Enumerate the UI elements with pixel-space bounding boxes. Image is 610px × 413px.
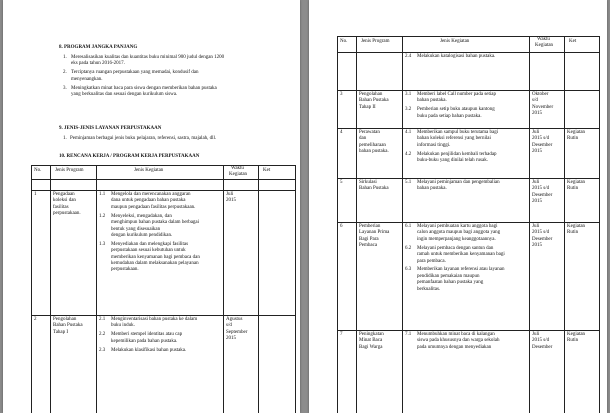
activity-text: Melakukan klasifikasi bahan pustaka. <box>111 347 187 353</box>
activity-text: pemanfaatan bahan pustaka yang <box>417 280 484 286</box>
table-row-border <box>337 90 599 91</box>
program-name: Pengolahan <box>53 317 77 322</box>
activity-note: Kegiatan Rutin <box>567 332 586 344</box>
column-header-waktu: Waktu <box>231 165 244 171</box>
activity-time: 2015 <box>226 198 236 204</box>
column-header-no: No. <box>34 168 42 173</box>
program-name: Pembaca <box>359 243 378 249</box>
list-item-text: Terciptanya ruangan perpustakaan yang memadai, kondusif dan <box>71 70 199 76</box>
table-column-border <box>258 165 259 413</box>
activity-text: Memberikan sampul buku terutama bagi <box>417 130 499 135</box>
activity-text: para pembaca. <box>417 258 446 264</box>
activity-text: Memberi stempel identitas atau cap <box>111 332 183 338</box>
table-border <box>337 36 599 37</box>
activity-text: bahan koleksi referensi yang bernilai <box>417 136 491 142</box>
table-row-border <box>337 128 599 129</box>
activity-text: dengan kurikulum pendidikan. <box>111 232 173 238</box>
activity-time: Juli <box>532 332 540 337</box>
program-name: perpustakaan. <box>53 211 81 217</box>
activity-text: informasi tinggi. <box>417 142 451 148</box>
activity-text: berkualitas. <box>417 286 441 292</box>
activity-text: perpustakaan. <box>111 267 139 273</box>
table-border <box>31 179 295 180</box>
activity-time: 2015 <box>532 199 542 205</box>
activity-time: Desember <box>532 142 553 148</box>
activity-text: memberikan kenyamanan bagi pembaca dan <box>111 254 200 260</box>
activity-text: ramah untuk memberikan kenyamanan bagi <box>417 252 505 258</box>
activity-time: Agustus <box>226 317 243 322</box>
activity-text: ingin memperpanjang keanggotaannya. <box>417 236 496 242</box>
row-number: 2 <box>34 317 37 322</box>
table-row-border <box>337 330 599 331</box>
column-header-ket: Ket <box>569 39 577 44</box>
table-column-border <box>402 36 403 413</box>
activity-text: perpustakaan sesuai kebutuhan untuk <box>111 248 186 254</box>
activity-number: 2.4 <box>405 54 412 59</box>
table-column-border <box>529 36 530 413</box>
activity-text: siswa pada khususnya dan warga sekolah <box>417 338 500 344</box>
activity-time: September <box>226 329 248 335</box>
activity-time: Desember <box>532 236 553 242</box>
activity-time: 2015 s/d <box>532 230 550 236</box>
activity-note: Kegiatan Rutin <box>567 130 586 142</box>
table-column-border <box>295 165 296 413</box>
table-column-border <box>31 165 32 413</box>
activity-number: 2.2 <box>99 332 106 338</box>
activity-time: Juli <box>532 130 540 135</box>
activity-time: 2015 <box>532 149 542 155</box>
activity-time: Juli <box>532 180 540 185</box>
program-name: Minat Baca <box>359 338 383 344</box>
activity-text: Melayani peminjaman dan pengembalian <box>417 180 500 185</box>
list-item-text: Meningkatkan minat baca para siswa dengan memberikan bahan pustaka <box>71 85 217 91</box>
program-name: bahan pustaka. <box>359 149 389 155</box>
table-border <box>31 165 295 166</box>
program-name: Bahan Pustaka <box>53 323 83 329</box>
activity-time: November <box>532 104 554 110</box>
table-row-border <box>31 315 295 316</box>
activity-time: s/d <box>532 98 538 104</box>
activity-number: 2.1 <box>99 317 106 322</box>
table-column-border <box>564 36 565 413</box>
list-item-text: Peminjaman berbagai jenis buku pelajaran, referensi, sastra, majalah, dll. <box>70 136 217 141</box>
document-page-left <box>3 0 300 413</box>
column-header-no: No. <box>340 39 348 44</box>
section-heading: 8. PROGRAM JANGKA PANJANG <box>59 45 138 50</box>
column-header-program: Jenis Program <box>55 168 84 173</box>
activity-number: 3.1 <box>405 92 412 97</box>
program-name: Peningkatan <box>359 332 384 337</box>
activity-time: 2015 <box>532 243 542 249</box>
activity-text: buku pada setiap bahan pustaka. <box>417 113 482 119</box>
activity-number: 6.1 <box>405 224 412 229</box>
program-name: Pengolahan <box>359 92 383 97</box>
table-column-border <box>50 165 51 413</box>
activity-time: 2015 <box>532 111 542 117</box>
program-name: Bagi Para <box>359 236 379 242</box>
section-heading: 9. JENIS-JENIS LAYANAN PERPUSTAKAAN <box>59 126 162 131</box>
activity-text: Melayani pembaca dengan santun dan <box>417 245 494 251</box>
table-row-border <box>337 222 599 223</box>
activity-note: Kegiatan Rutin <box>567 180 586 192</box>
activity-time: Desember <box>532 344 553 350</box>
program-name: dan <box>359 136 367 142</box>
section-heading: 10. RENCANA KERJA / PROGRAM KERJA PERPUSTAKAAN <box>59 154 200 159</box>
activity-text: Memberi label Call number pada setiap <box>417 92 497 97</box>
column-header-waktu: Kegiatan <box>229 172 248 177</box>
program-name: Pemberian <box>359 224 381 229</box>
activity-note: Kegiatan Rutin <box>567 224 586 236</box>
activity-text: Melayani pembuatan kartu anggota bagi <box>417 224 498 229</box>
activity-text: Menumbuhkan minat baca di kalangan <box>417 332 495 337</box>
activity-time: 2015 s/d <box>532 338 550 344</box>
program-name: koleksi dan <box>53 198 76 204</box>
table-border <box>337 52 599 53</box>
program-name: Pengadaan <box>53 192 75 197</box>
row-number: 5 <box>340 180 343 185</box>
activity-number: 7.1 <box>405 332 412 337</box>
column-header-ket: Ket <box>263 168 271 173</box>
activity-text: Pemberian setip buku ataupun kantong <box>417 107 495 113</box>
activity-time: Juli <box>226 192 234 197</box>
list-number: 3. <box>63 85 67 91</box>
activity-text: calon anggota maupun bagi anggota yang <box>417 230 501 236</box>
activity-time: 2015 s/d <box>532 136 550 142</box>
list-item-text: Meresalisasikan kualitas dan kuantitas buku minimal 900 judul dengan 1200 <box>71 55 225 60</box>
activity-number: 1.2 <box>99 213 106 219</box>
activity-text: kepemilikan pada bahan pustaka. <box>111 338 178 344</box>
list-number: 1. <box>63 55 67 60</box>
activity-time: Juli <box>532 224 540 229</box>
program-name: Tahap II <box>359 104 376 110</box>
activity-text: pendidikan pemakaian maupun <box>417 273 480 279</box>
activity-number: 2.3 <box>99 347 106 353</box>
activity-text: bahan pustaka. <box>417 186 447 192</box>
activity-number: 3.2 <box>405 107 412 113</box>
row-number: 6 <box>340 224 343 229</box>
list-item-text: menyenangkan. <box>71 76 103 82</box>
table-row-border <box>337 178 599 179</box>
program-name: Layanan Prima <box>359 230 390 236</box>
column-header-kegiatan: Jenis Kegiatan <box>134 168 164 173</box>
activity-text: Memberikan layanan referensi atau layanan <box>417 267 505 273</box>
activity-text: Menginventarisasi bahan pustaka ke dalam <box>111 317 198 322</box>
list-number: 1. <box>63 136 67 141</box>
activity-text: Menyediakan dan melengkapi fasilitas <box>111 241 189 247</box>
list-item-text: eks pada tahun 2016-2017. <box>71 61 125 67</box>
activity-text: pada umumnya dengan menyediakan <box>417 344 492 350</box>
list-item-text: yang berkualitas dan sesuai dengan kurikulum siswa. <box>71 92 178 97</box>
activity-number: 5.1 <box>405 180 412 185</box>
activity-text: Melakukan katalogisasi bahan pustaka. <box>417 54 496 59</box>
program-name: Sirkulasi <box>359 180 377 185</box>
activity-text: menghimpun bahan pustaka dalam berbagai <box>111 220 200 226</box>
activity-text: buku induk. <box>111 323 135 329</box>
table-column-border <box>337 36 338 413</box>
activity-text: bentuk yang disesuaikan <box>111 226 161 232</box>
activity-number: 4.1 <box>405 130 412 135</box>
activity-number: 4.2 <box>405 151 412 157</box>
activity-text: Menyeleksi, mengadakan, dan <box>111 213 172 219</box>
row-number: 3 <box>340 92 343 97</box>
table-column-border <box>599 36 600 413</box>
table-row-border <box>31 190 295 191</box>
activity-number: 6.2 <box>405 245 412 251</box>
activity-text: Melakukan penjilidan kembali terhadap <box>417 151 497 157</box>
program-name: Tahap I <box>53 329 69 335</box>
row-number: 1 <box>34 192 37 197</box>
row-number: 7 <box>340 332 343 337</box>
column-header-program: Jenis Program <box>361 39 390 44</box>
program-name: fasilitas <box>53 204 69 210</box>
program-name: pemeliharaan <box>359 142 386 148</box>
activity-time: Oktober <box>532 92 549 97</box>
activity-text: kemudahan dalam melaksanakan pelayanan <box>111 261 199 266</box>
activity-text: buku-buku yang dinilai telah rusak. <box>417 158 488 164</box>
activity-time: Desember <box>532 192 553 198</box>
list-number: 2. <box>63 70 67 76</box>
column-header-waktu: Kegiatan <box>535 43 554 48</box>
program-name: Perawatan <box>359 130 380 135</box>
activity-text: Mengelola dan merencanakan anggaran <box>111 192 191 197</box>
program-name: Bahan Pustaka <box>359 186 389 192</box>
document-page-right <box>309 0 607 413</box>
activity-text: dana untuk pengadaan bahan pustaka <box>111 198 186 204</box>
activity-text: maupun pengadaan fasilitas perpustakaan. <box>111 204 196 210</box>
program-name: Bagi Warga <box>359 344 383 350</box>
table-column-border <box>96 165 97 413</box>
activity-time: s/d <box>226 323 232 329</box>
column-header-kegiatan: Jenis Kegiatan <box>440 39 470 44</box>
table-column-border <box>356 36 357 413</box>
activity-text: bahan pustaka. <box>417 98 447 104</box>
activity-number: 1.3 <box>99 241 106 247</box>
table-column-border <box>223 165 224 413</box>
activity-time: 2015 <box>226 336 236 342</box>
row-number: 4 <box>340 130 343 135</box>
activity-time: 2015 s/d <box>532 186 550 192</box>
activity-number: 1.1 <box>99 192 106 197</box>
activity-number: 6.3 <box>405 267 412 273</box>
column-header-waktu: Waktu <box>537 36 550 42</box>
program-name: Bahan Pustaka <box>359 98 389 104</box>
